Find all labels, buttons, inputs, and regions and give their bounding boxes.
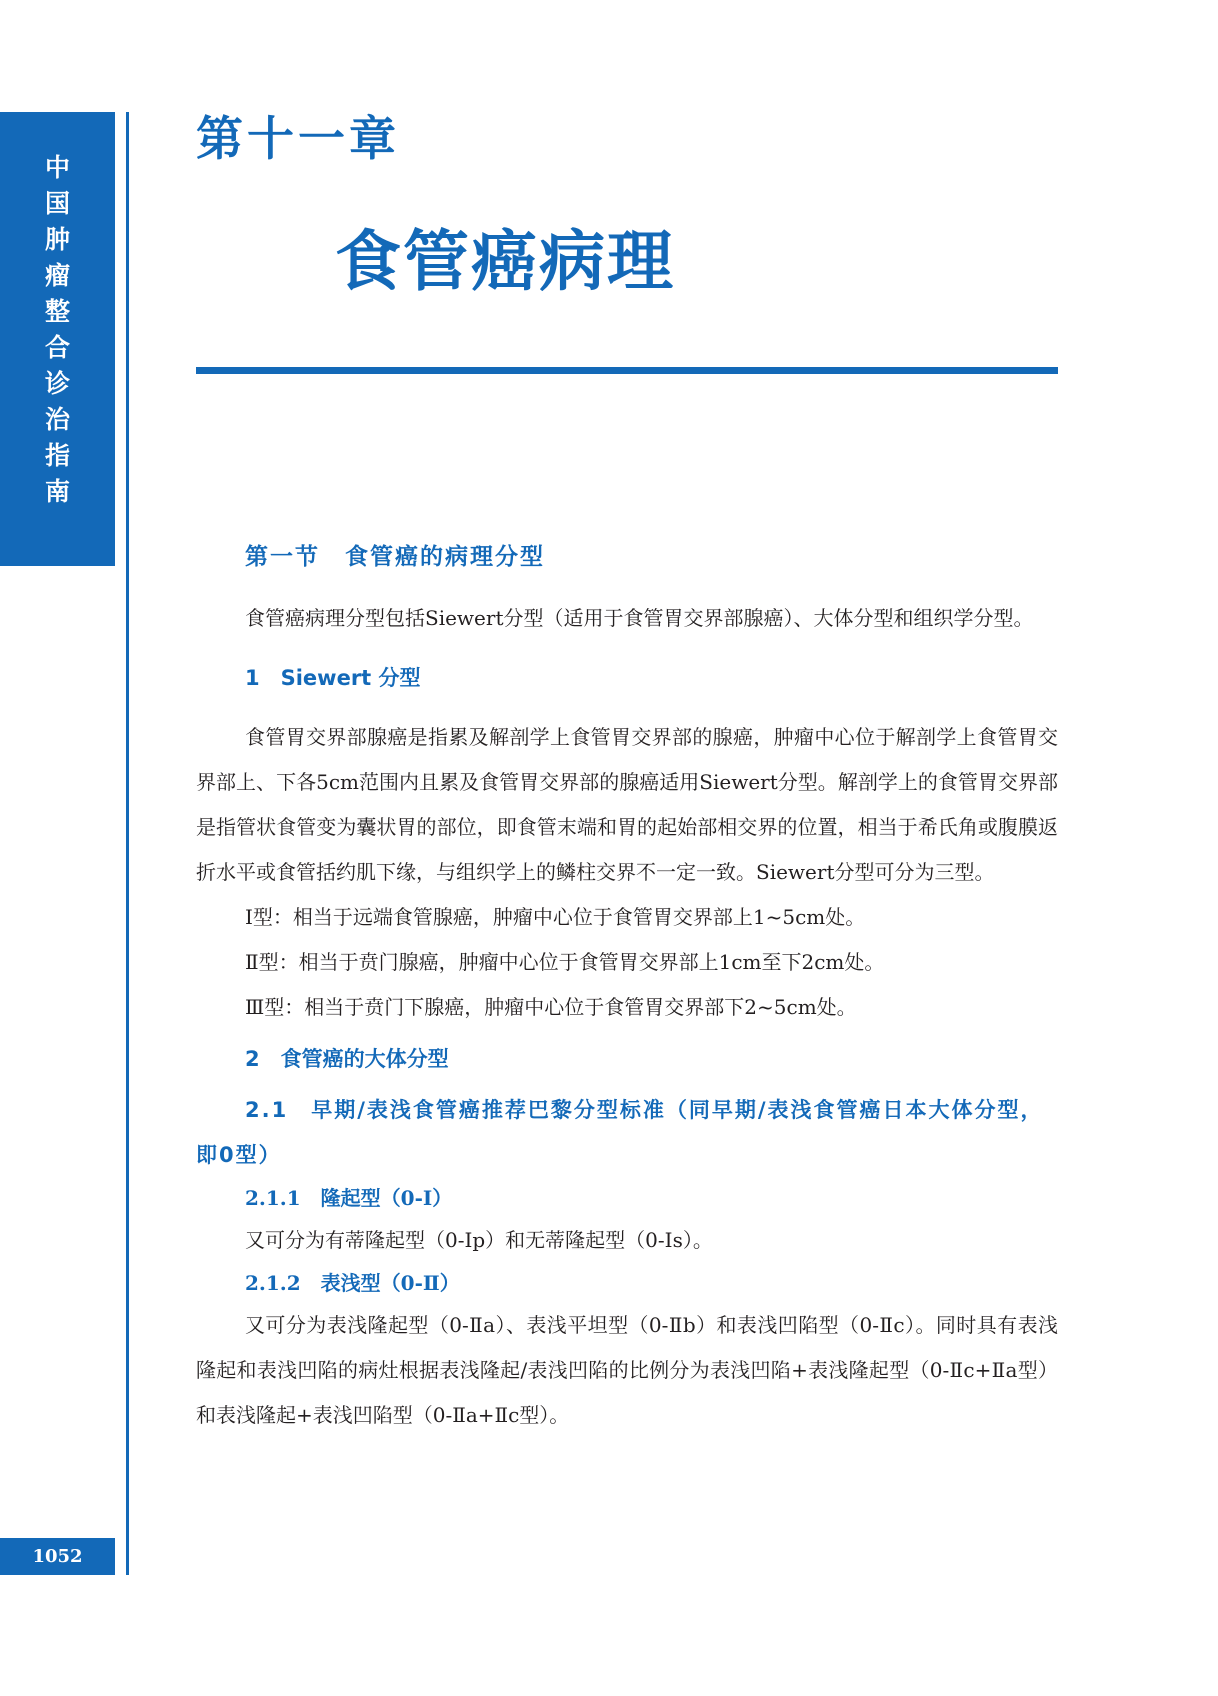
book-title-char: 瘤 bbox=[44, 261, 70, 290]
book-title-char: 肿 bbox=[44, 225, 70, 254]
s212-heading: 2.1.2 表浅型（0-Ⅱ） bbox=[245, 1271, 460, 1295]
siewert-type-1: Ⅰ型：相当于远端食管腺癌，肿瘤中心位于食管胃交界部上1~5cm处。 bbox=[245, 905, 866, 929]
chapter-title: 食管癌病理 bbox=[335, 223, 675, 300]
horizontal-divider bbox=[196, 367, 1058, 374]
vertical-divider bbox=[126, 112, 129, 1575]
siewert-type-2: Ⅱ型：相当于贲门腺癌，肿瘤中心位于食管胃交界部上1cm至下2cm处。 bbox=[245, 950, 885, 974]
siewert-type-3: Ⅲ型：相当于贲门下腺癌，肿瘤中心位于食管胃交界部下2~5cm处。 bbox=[245, 995, 857, 1019]
s212-text: 又可分为表浅隆起型（0-Ⅱa）、表浅平坦型（0-Ⅱb）和表浅凹陷型（0-Ⅱc）。同时具有表浅隆起和表浅凹陷的病灶根据表浅隆起/表浅凹陷的比例分为表浅凹陷+表浅隆起型（0-Ⅱc+Ⅱa型）和表浅隆起+表浅凹陷型（0-Ⅱa+Ⅱc型）。 bbox=[196, 1313, 1058, 1427]
gross-subheading: 2.1 早期/表浅食管癌推荐巴黎分型标准（同早期/表浅食管癌日本大体分型，即0型） bbox=[196, 1098, 1044, 1167]
book-title-char: 指 bbox=[44, 441, 70, 470]
page-number: 1052 bbox=[0, 1538, 115, 1575]
chapter-label: 第十一章 bbox=[196, 112, 400, 167]
book-title-char: 南 bbox=[44, 477, 70, 506]
book-title-char: 国 bbox=[44, 189, 70, 218]
section-intro: 食管癌病理分型包括Siewert分型（适用于食管胃交界部腺癌）、大体分型和组织学分型。 bbox=[245, 606, 1034, 630]
book-title-char: 诊 bbox=[44, 369, 70, 398]
book-title-char: 整 bbox=[44, 297, 70, 326]
s211-text: 又可分为有蒂隆起型（0-Ⅰp）和无蒂隆起型（0-Ⅰs）。 bbox=[245, 1228, 713, 1252]
section-title: 第一节 食管癌的病理分型 bbox=[245, 543, 545, 570]
main-content bbox=[196, 540, 1058, 1438]
book-title-char: 合 bbox=[44, 333, 70, 362]
s211-heading: 2.1.1 隆起型（0-Ⅰ） bbox=[245, 1186, 453, 1210]
book-title-vertical bbox=[0, 150, 115, 510]
book-title-char: 中 bbox=[44, 153, 70, 182]
gross-heading: 2 食管癌的大体分型 bbox=[245, 1047, 449, 1071]
siewert-heading: 1 Siewert 分型 bbox=[245, 666, 421, 690]
siewert-paragraph: 食管胃交界部腺癌是指累及解剖学上食管胃交界部的腺癌，肿瘤中心位于解剖学上食管胃交界部上、下各5cm范围内且累及食管胃交界部的腺癌适用Siewert分型。解剖学上的食管胃交界部是指管状食管变为囊状胃的部位，即食管末端和胃的起始部相交界的位置，相当于希氏角或腹膜返折水平或食管括约肌下缘，与组织学上的鳞柱交界不一定一致。Siewert分型可分为三型。 bbox=[196, 725, 1058, 884]
book-title-char: 治 bbox=[44, 405, 70, 434]
